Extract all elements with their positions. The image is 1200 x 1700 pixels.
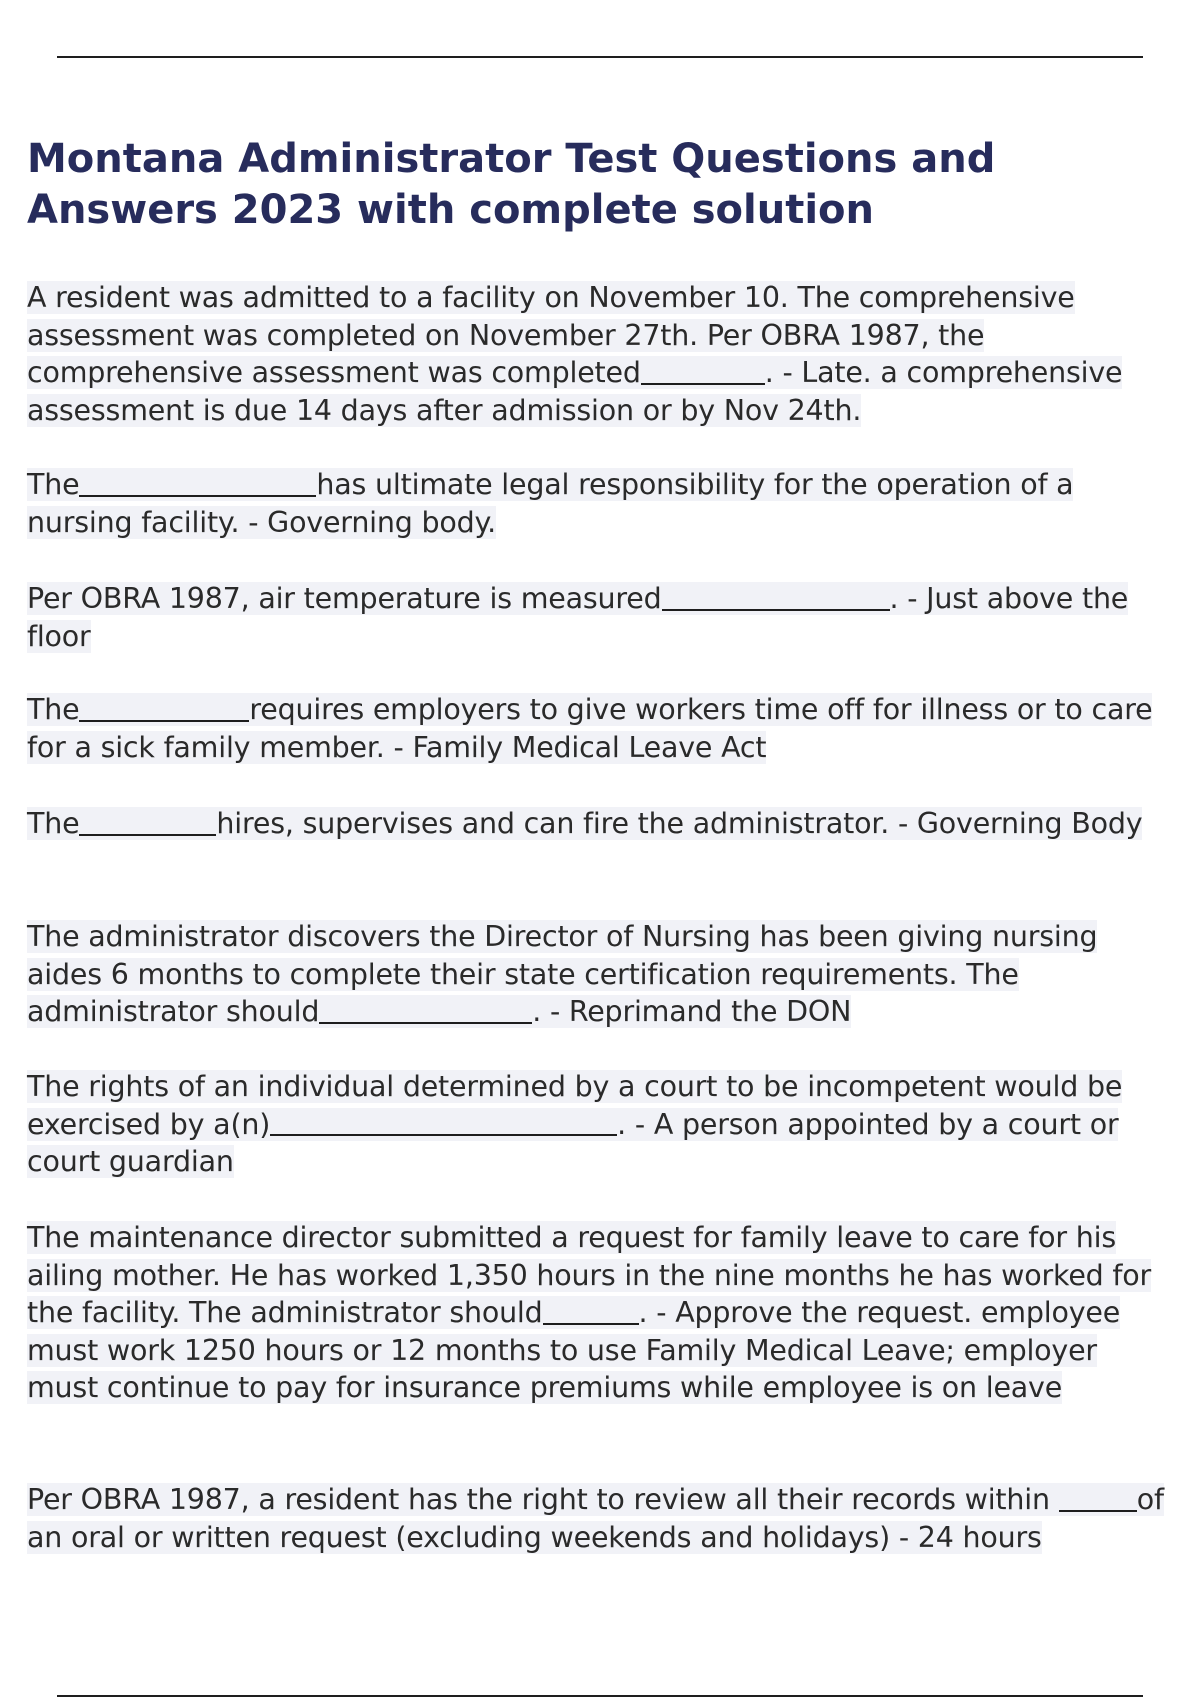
- answer-blank: [662, 580, 890, 611]
- qa-item-4: [27, 691, 1167, 766]
- answer-blank: [319, 993, 532, 1024]
- qa-item-3: [27, 580, 1167, 655]
- question-text: The: [27, 693, 80, 727]
- question-text: Per OBRA 1987, a resident has the right to review all their records within: [27, 1483, 1059, 1517]
- question-text: The: [27, 468, 80, 502]
- top-rule: [57, 56, 1143, 58]
- answer-blank: [641, 354, 765, 385]
- answer-text: . - A person appointed by a court or court guardian: [27, 1107, 1119, 1179]
- answer-blank: [79, 805, 216, 836]
- answer-blank: [270, 1106, 617, 1137]
- qa-item-6: [27, 918, 1167, 1031]
- answer-text: requires employers to give workers time off for illness or to care for a sick family member. - Family Medical Leave Act: [27, 693, 1153, 764]
- answer-text: . - Just above the floor: [27, 582, 1129, 653]
- question-text: Per OBRA 1987, air temperature is measured: [27, 582, 662, 616]
- answer-text: . - Late. a comprehensive assessment is due 14 days after admission or by Nov 24th.: [27, 356, 1123, 427]
- question-text: The: [27, 807, 80, 841]
- question-text: A resident was admitted to a facility on November 10. The comprehensive assessment was completed on November 27th. Per OBRA 1987, the comprehensive assessment was completed: [27, 281, 1075, 390]
- qa-item-9: [27, 1481, 1167, 1556]
- answer-text: . - Approve the request. employee must work 1250 hours or 12 months to use Family Medical Leave; employer must continue to pay for insurance premiums while employee is on leave: [27, 1296, 1121, 1405]
- qa-item-1: [27, 279, 1167, 429]
- qa-item-2: [27, 466, 1167, 541]
- bottom-rule: [57, 1695, 1143, 1697]
- question-text: The rights of an individual determined by a court to be incompetent would be exercised by a(n): [27, 1070, 1123, 1141]
- answer-blank: [79, 691, 249, 722]
- answer-blank: [543, 1294, 639, 1325]
- answer-text: has ultimate legal responsibility for the operation of a nursing facility. - Governing body.: [27, 468, 1074, 539]
- question-text: The administrator discovers the Director of Nursing has been giving nursing aides 6 months to complete their state certification requirements. The administrator should: [27, 920, 1098, 1029]
- answer-text: of an oral or written request (excluding weekends and holidays) - 24 hours: [27, 1483, 1164, 1554]
- answer-blank: [79, 466, 316, 497]
- qa-item-7: [27, 1068, 1167, 1181]
- document-title: Montana Administrator Test Questions and Answers 2023 with complete solution: [27, 136, 996, 233]
- qa-item-8: [27, 1219, 1167, 1407]
- answer-blank: [1059, 1481, 1137, 1512]
- qa-item-5: [27, 805, 1167, 843]
- answer-text: hires, supervises and can fire the administrator. - Governing Body: [216, 807, 1143, 841]
- question-text: The maintenance director submitted a request for family leave to care for his ailing mother. He has worked 1,350 hours in the nine months he has worked for the facility. The administrator should: [27, 1221, 1151, 1330]
- answer-text: . - Reprimand the DON: [532, 995, 852, 1029]
